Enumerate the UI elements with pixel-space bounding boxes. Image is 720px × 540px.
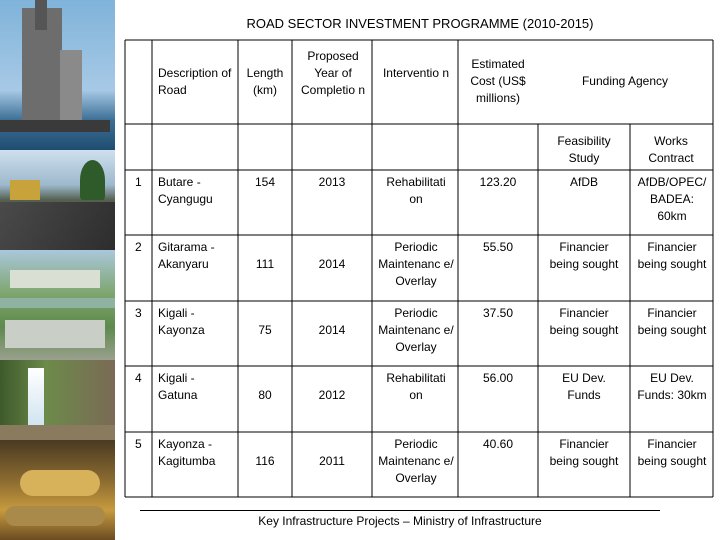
- estimated-cost: 40.60: [482, 437, 514, 451]
- road-description: Butare - Cyangugu: [158, 175, 213, 206]
- footer-divider: [140, 510, 660, 511]
- road-description: Kigali - Kayonza: [158, 306, 205, 337]
- road-description: Kigali - Gatuna: [158, 371, 198, 402]
- completion-year: 2012: [318, 388, 346, 402]
- road-description: Gitarama - Akanyaru: [158, 240, 215, 271]
- estimated-cost: 56.00: [482, 371, 514, 385]
- intervention-type: Rehabilitati on: [386, 175, 446, 206]
- intervention-type: Periodic Maintenanc e/ Overlay: [378, 306, 454, 354]
- completion-year: 2014: [318, 257, 346, 271]
- feasibility-funder: Financier being sought: [549, 306, 619, 337]
- header-funding-agency: Funding Agency: [581, 74, 669, 88]
- estimated-cost: 123.20: [479, 175, 517, 189]
- completion-year: 2011: [319, 454, 345, 468]
- intervention-type: Periodic Maintenanc e/ Overlay: [378, 437, 454, 485]
- road-length: 111: [255, 257, 275, 271]
- header-intervention: Interventio n: [382, 66, 450, 80]
- intervention-type: Rehabilitati on: [386, 371, 446, 402]
- feasibility-funder: Financier being sought: [549, 437, 619, 468]
- row-number: 5: [135, 437, 142, 451]
- works-funder: AfDB/OPEC/ BADEA: 60km: [637, 175, 707, 223]
- footer-caption: Key Infrastructure Projects – Ministry of Infrastructure: [258, 514, 542, 528]
- feasibility-funder: EU Dev. Funds: [562, 371, 606, 402]
- header-works-contract: Works Contract: [648, 134, 694, 165]
- completion-year: 2014: [318, 323, 346, 337]
- row-number: 4: [135, 371, 142, 385]
- header-year: Proposed Year of Completio n: [300, 49, 366, 97]
- row-number: 1: [135, 175, 142, 189]
- header-feasibility-study: Feasibility Study: [557, 134, 611, 165]
- road-length: 75: [258, 323, 272, 337]
- feasibility-funder: AfDB: [569, 175, 598, 189]
- row-number: 3: [135, 306, 142, 320]
- works-funder: Financier being sought: [637, 437, 707, 468]
- works-funder: EU Dev. Funds: 30km: [637, 371, 707, 402]
- estimated-cost: 55.50: [482, 240, 514, 254]
- road-length: 80: [258, 388, 272, 402]
- row-number: 2: [135, 240, 142, 254]
- completion-year: 2013: [318, 175, 346, 189]
- feasibility-funder: Financier being sought: [549, 240, 619, 271]
- road-description: Kayonza - Kagitumba: [158, 437, 216, 468]
- page-title: ROAD SECTOR INVESTMENT PROGRAMME (2010-2015): [246, 16, 594, 31]
- header-length: Length (km): [246, 66, 284, 97]
- header-cost: Estimated Cost (US$ millions): [470, 57, 526, 105]
- road-length: 116: [255, 454, 275, 468]
- road-length: 154: [254, 175, 276, 189]
- works-funder: Financier being sought: [637, 306, 707, 337]
- estimated-cost: 37.50: [482, 306, 514, 320]
- intervention-type: Periodic Maintenanc e/ Overlay: [378, 240, 454, 288]
- header-description: Description of Road: [158, 66, 232, 97]
- works-funder: Financier being sought: [637, 240, 707, 271]
